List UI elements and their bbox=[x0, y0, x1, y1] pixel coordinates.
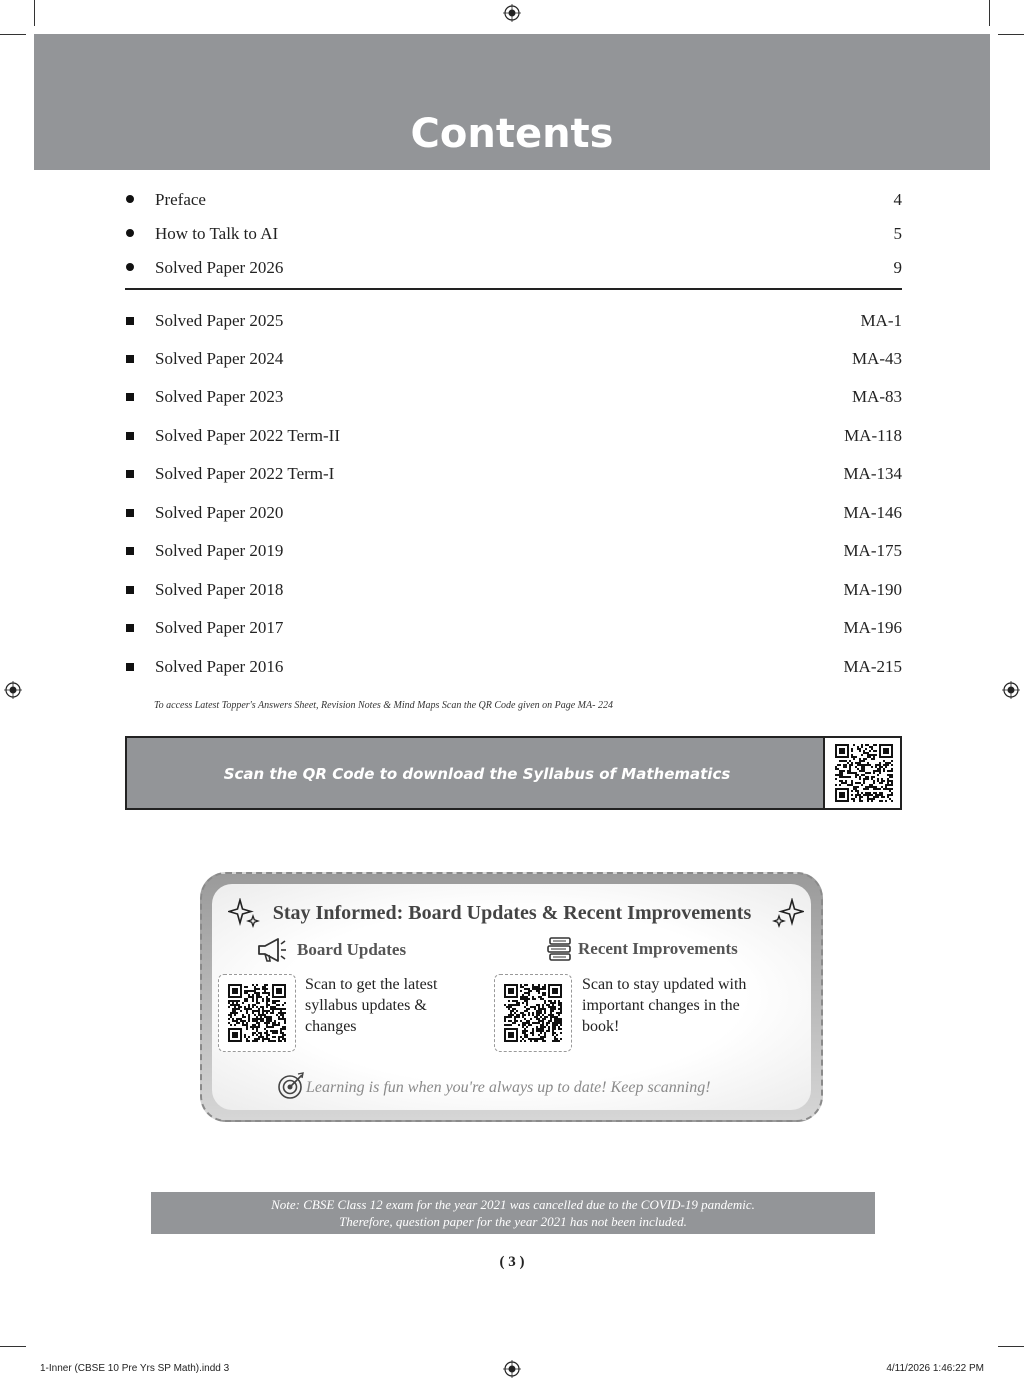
crop-mark bbox=[0, 1346, 26, 1347]
divider bbox=[125, 288, 902, 290]
bullet-square-icon bbox=[126, 575, 134, 605]
bullet-square-icon bbox=[126, 344, 134, 374]
item-page: MA-146 bbox=[843, 503, 902, 522]
qr-code-icon[interactable] bbox=[228, 984, 286, 1042]
list-item[interactable] bbox=[126, 253, 902, 283]
recent-improvements-heading: Recent Improvements bbox=[578, 939, 738, 958]
note-line: Note: CBSE Class 12 exam for the year 2021 was cancelled due to the COVID-19 pandemic. bbox=[271, 1197, 755, 1212]
bullet-dot-icon bbox=[126, 219, 134, 249]
crop-mark bbox=[0, 34, 26, 35]
list-item[interactable] bbox=[126, 421, 902, 451]
item-page: MA-134 bbox=[843, 464, 902, 483]
slug-timestamp: 4/11/2026 1:46:22 PM bbox=[886, 1363, 984, 1374]
crop-mark bbox=[998, 1346, 1024, 1347]
item-label: Solved Paper 2025 bbox=[155, 311, 284, 330]
crop-mark bbox=[989, 0, 990, 26]
bullet-dot-icon bbox=[126, 253, 134, 283]
item-page: MA-83 bbox=[851, 387, 902, 406]
books-icon bbox=[547, 936, 573, 962]
syllabus-box bbox=[125, 736, 902, 810]
item-page: MA-175 bbox=[843, 541, 902, 560]
item-label: Solved Paper 2023 bbox=[155, 387, 284, 406]
board-updates-text: Scan to get the latest syllabus updates & changes bbox=[305, 976, 438, 1035]
list-item[interactable] bbox=[126, 613, 902, 643]
list-item[interactable] bbox=[126, 344, 902, 374]
registration-mark-icon bbox=[503, 1360, 521, 1378]
list-item[interactable] bbox=[126, 652, 902, 682]
megaphone-icon bbox=[256, 936, 288, 964]
item-page: 9 bbox=[893, 258, 902, 277]
item-page: MA-196 bbox=[843, 618, 902, 637]
bullet-square-icon bbox=[126, 306, 134, 336]
bullet-square-icon bbox=[126, 536, 134, 566]
registration-mark-icon bbox=[503, 4, 521, 22]
item-label: How to Talk to AI bbox=[155, 224, 279, 243]
list-item[interactable] bbox=[126, 459, 902, 489]
crop-mark bbox=[34, 0, 35, 26]
qr-code-icon[interactable] bbox=[504, 984, 562, 1042]
syllabus-text: Scan the QR Code to download the Syllabus of Mathematics bbox=[223, 765, 731, 783]
item-page: MA-118 bbox=[844, 426, 902, 445]
item-page: 5 bbox=[893, 224, 902, 243]
item-label: Solved Paper 2022 Term-II bbox=[155, 426, 340, 445]
board-updates-qr-frame[interactable] bbox=[218, 974, 296, 1052]
item-label: Solved Paper 2016 bbox=[155, 657, 284, 676]
bullet-square-icon bbox=[126, 652, 134, 682]
crop-mark bbox=[998, 34, 1024, 35]
board-updates-heading: Board Updates bbox=[297, 940, 407, 959]
item-label: Solved Paper 2018 bbox=[155, 580, 284, 599]
list-item[interactable] bbox=[126, 575, 902, 605]
card-title: Stay Informed: Board Updates & Recent Improvements bbox=[272, 902, 752, 924]
sparkle-icon bbox=[772, 898, 804, 928]
access-note: To access Latest Topper's Answers Sheet, Revision Notes & Mind Maps Scan the QR Code given on Page MA- 224 bbox=[154, 700, 613, 711]
page-number: ( 3 ) bbox=[499, 1254, 525, 1270]
page-title: Contents bbox=[410, 111, 614, 157]
recent-improvements-text: Scan to stay updated with important changes in the book! bbox=[582, 976, 747, 1035]
item-page: MA-190 bbox=[843, 580, 902, 599]
list-item[interactable] bbox=[126, 306, 902, 336]
registration-mark-icon bbox=[4, 681, 22, 699]
item-label: Solved Paper 2019 bbox=[155, 541, 284, 560]
item-label: Solved Paper 2026 bbox=[155, 258, 284, 277]
learning-footer-text: Learning is fun when you're always up to date! Keep scanning! bbox=[306, 1079, 711, 1096]
list-item[interactable] bbox=[126, 185, 902, 215]
list-item[interactable] bbox=[126, 382, 902, 412]
item-label: Solved Paper 2024 bbox=[155, 349, 284, 368]
bullet-dot-icon bbox=[126, 185, 134, 215]
item-page: MA-43 bbox=[851, 349, 902, 368]
list-item[interactable] bbox=[126, 536, 902, 566]
note-text bbox=[151, 1196, 875, 1230]
item-label: Solved Paper 2022 Term-I bbox=[155, 464, 335, 483]
qr-code-icon[interactable] bbox=[835, 744, 893, 802]
bullet-square-icon bbox=[126, 421, 134, 451]
bullet-square-icon bbox=[126, 613, 134, 643]
bullet-square-icon bbox=[126, 382, 134, 412]
item-label: Solved Paper 2017 bbox=[155, 618, 284, 637]
bullet-square-icon bbox=[126, 498, 134, 528]
target-icon bbox=[276, 1072, 304, 1100]
item-label: Solved Paper 2020 bbox=[155, 503, 284, 522]
bullet-square-icon bbox=[126, 459, 134, 489]
item-page: MA-215 bbox=[843, 657, 902, 676]
note-band bbox=[151, 1192, 875, 1234]
syllabus-qr-cell[interactable] bbox=[823, 738, 900, 808]
item-page: MA-1 bbox=[860, 311, 902, 330]
note-line: Therefore, question paper for the year 2021 has not been included. bbox=[339, 1214, 687, 1229]
slug-filename: 1-Inner (CBSE 10 Pre Yrs SP Math).indd 3 bbox=[40, 1363, 230, 1374]
registration-mark-icon bbox=[1002, 681, 1020, 699]
list-item[interactable] bbox=[126, 498, 902, 528]
item-label: Preface bbox=[155, 190, 206, 209]
recent-improvements-qr-frame[interactable] bbox=[494, 974, 572, 1052]
list-item[interactable] bbox=[126, 219, 902, 249]
item-page: 4 bbox=[893, 190, 902, 209]
